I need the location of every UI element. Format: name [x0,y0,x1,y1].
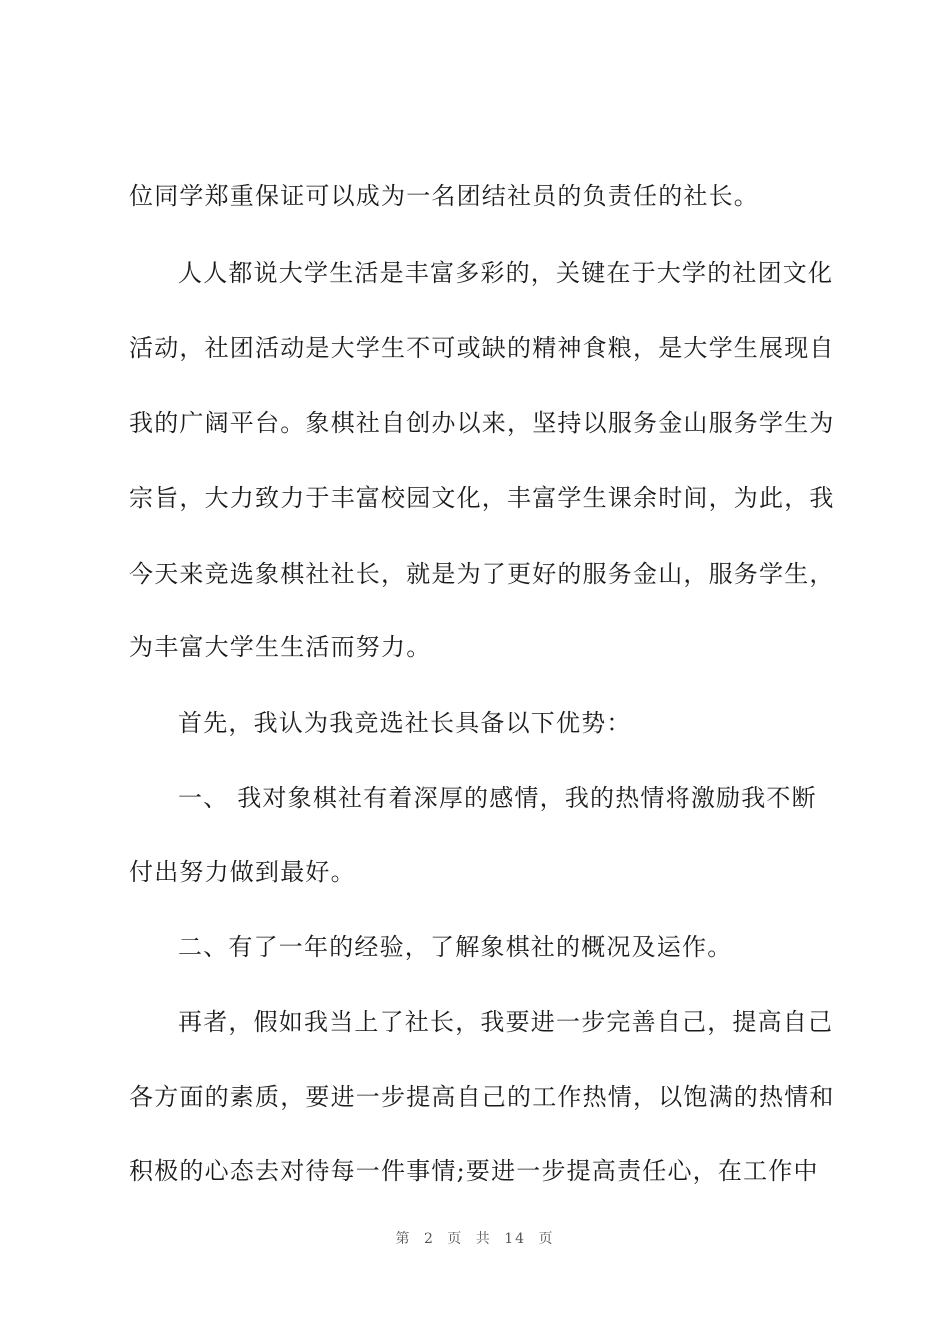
text-line-9: 一、 我对象棋社有着深厚的感情，我的热情将激励我不断 [178,784,817,812]
text-line-2: 人人都说大学生活是丰富多彩的，关键在于大学的社团文化 [178,259,834,287]
text-line-10: 付出努力做到最好。 [129,858,356,886]
text-line-12: 再者，假如我当上了社长，我要进一步完善自己，提高自己 [178,1008,834,1036]
text-line-1: 位同学郑重保证可以成为一名团结社员的负责任的社长。 [129,182,759,210]
text-line-14: 积极的心态去对待每一件事情;要进一步提高责任心，在工作中 [129,1157,819,1185]
text-line-13: 各方面的素质，要进一步提高自己的工作热情，以饱满的热情和 [129,1083,835,1111]
text-line-8: 首先，我认为我竞选社长具备以下优势： [178,709,632,737]
text-line-4: 我的广阔平台。象棋社自创办以来，坚持以服务金山服务学生为 [129,409,835,437]
page-number-footer: 第 2 页 共 14 页 [395,1231,555,1247]
text-line-6: 今天来竞选象棋社社长，就是为了更好的服务金山，服务学生， [129,560,835,588]
text-line-3: 活动，社团活动是大学生不可或缺的精神食粮，是大学生展现自 [129,334,835,362]
text-line-7: 为丰富大学生生活而努力。 [129,633,432,661]
text-line-11: 二、有了一年的经验，了解象棋社的概况及运作。 [178,933,733,961]
text-line-5: 宗旨，大力致力于丰富校园文化，丰富学生课余时间，为此，我 [129,484,835,512]
